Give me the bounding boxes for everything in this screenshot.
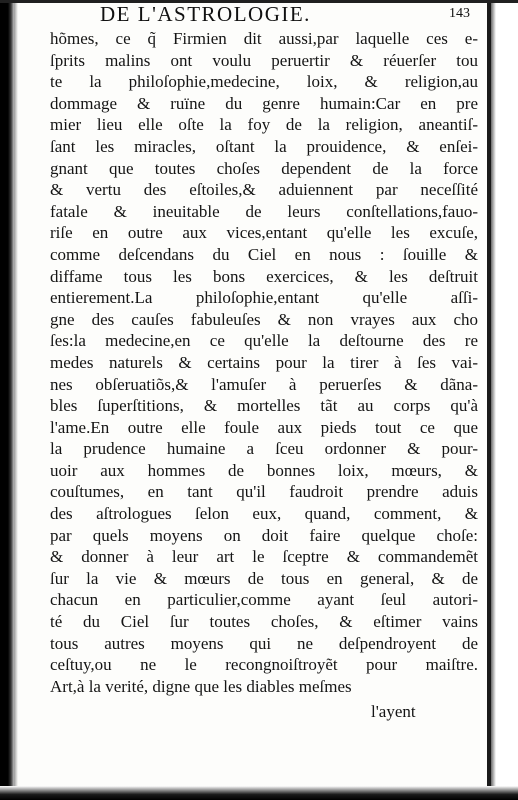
text-line: uoir aux hommes de bonnes loix, mœurs, &	[50, 460, 478, 480]
binding-shadow-left	[0, 0, 14, 800]
gutter-shade	[14, 0, 18, 800]
text-line: nes obſeruatiõs,& l'amuſer à peruerſes & dãna-	[50, 374, 478, 394]
text-line: couſtumes, en tant qu'il faudroit prendre aduis	[50, 482, 478, 502]
text-line: hõmes, ce q̃ Firmien dit aussi,par laquelle ces e-	[50, 29, 478, 48]
body-text	[50, 28, 478, 697]
text-line: mier lieu elle oſte la foy de la religion, aneantiſ-	[50, 115, 478, 135]
text-line: par quels moyens on doit faire quelque choſe:	[50, 525, 478, 545]
text-line: chacun en particulier,comme ayant ſeul autori-	[50, 590, 478, 610]
catchword: l'ayent	[371, 702, 416, 721]
running-head: DE L'ASTROLOGIE.	[100, 2, 311, 26]
text-line: ceſtuy,ou ne le recongnoiſtroyẽt pour maiſtre.	[50, 655, 478, 675]
text-line: & donner à leur art le ſceptre & commandemẽt	[50, 547, 478, 567]
text-line: tous autres moyens qui ne deſpendroyent de	[50, 633, 478, 653]
page-edge-right-fade	[491, 0, 496, 800]
text-line: bles ſuperſtitions, & mortelles tãt au corps qu'à	[50, 396, 478, 416]
text-line: comme deſcendans du Ciel en nous : ſouille &	[50, 244, 478, 264]
text-line: des aſtrologues ſelon eux, quand, comment, &	[50, 504, 478, 524]
page-number: 143	[449, 6, 470, 21]
text-line: te la philoſophie,medecine, loix, & religion,au	[50, 72, 478, 92]
text-line: l'ame.En outre elle foule aux pieds tout ce que	[50, 417, 478, 437]
text-line: diffame tous les bons exercices, & les deſtruit	[50, 266, 478, 286]
text-line: ſur la vie & mœurs de tous en general, & de	[50, 568, 478, 588]
text-line: fatale & ineuitable de leurs conſtellations,fauo-	[50, 201, 478, 221]
text-line: dommage & ruïne du genre humain:Car en pre	[50, 93, 478, 113]
text-line: riſe en outre aux vices,entant qu'elle les excuſe,	[50, 223, 478, 243]
text-line: la prudence humaine a ſceu ordonner & pour-	[50, 439, 478, 459]
text-line: & vertu des eſtoiles,& aduiennent par neceſſité	[50, 180, 478, 200]
text-line: gne des cauſes fabuleuſes & non vrayes aux cho	[50, 309, 478, 329]
text-line: entierement.La philoſophie,entant qu'elle aſſi-	[50, 288, 478, 308]
text-line: ſes:la medecine,en ce qu'elle la deſtourne des re	[50, 331, 478, 351]
text-line: medes naturels & certains pour la tirer à ſes vai-	[50, 352, 478, 372]
text-line: Art,à la verité, digne que les diables meſmes	[50, 676, 352, 696]
text-line: té du Ciel ſur toutes choſes, & eſtimer vains	[50, 612, 478, 632]
text-line: gnant que toutes choſes dependent de la force	[50, 158, 478, 178]
text-line: ſant les miracles, oſtant la prouidence, & enſei-	[50, 136, 478, 156]
text-line: ſprits malins ont voulu peruertir & réuerſer tou	[50, 50, 478, 70]
page-edge-bottom	[0, 786, 518, 800]
